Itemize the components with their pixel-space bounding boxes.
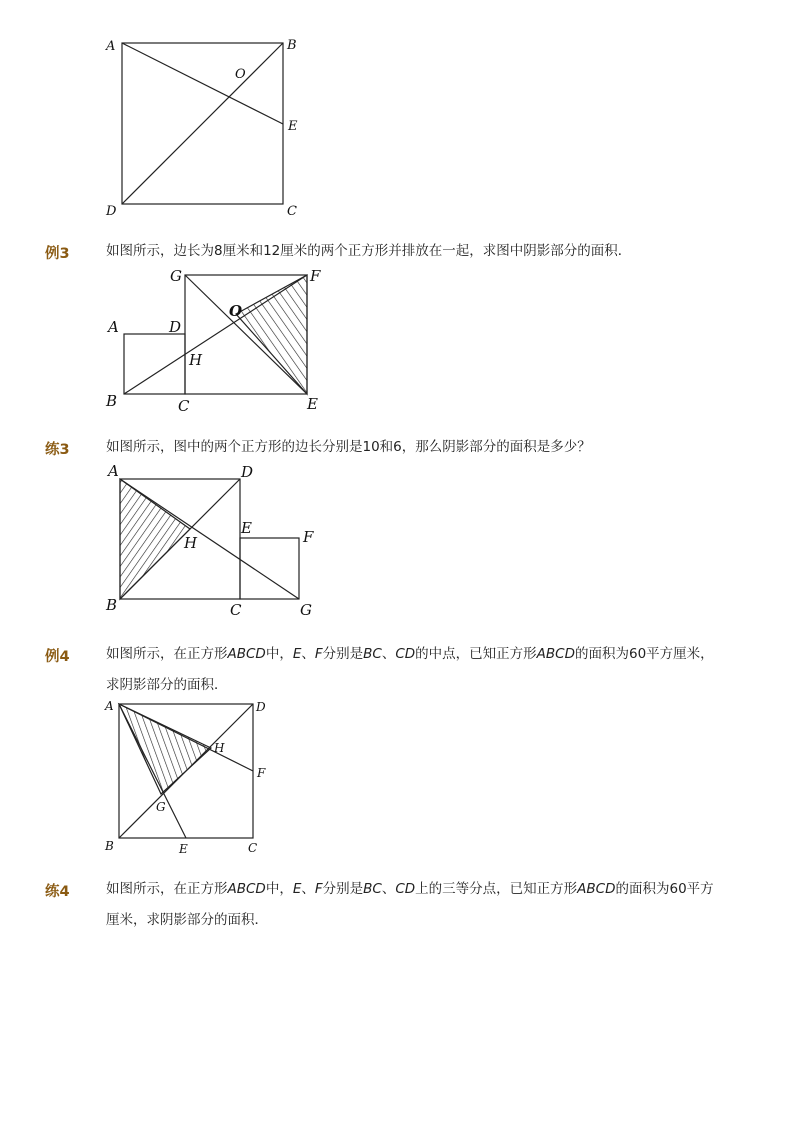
practice-4-text xyxy=(106,874,726,936)
label-c: C xyxy=(178,397,190,415)
text-part: 、 xyxy=(301,646,315,662)
text-part: 如图所示，在正方形 xyxy=(106,881,228,897)
label-d: D xyxy=(241,463,254,481)
figure-example-3 xyxy=(0,260,800,420)
text-part: BC xyxy=(363,646,382,662)
label-b: B xyxy=(105,839,114,853)
label-b: B xyxy=(106,392,118,410)
label-c: C xyxy=(287,204,297,219)
text-part: 、 xyxy=(301,881,315,897)
practice-3-text: 如图所示，图中的两个正方形的边长分别是10和6，那么阴影部分的面积是多少？ xyxy=(106,439,591,455)
text-part: ABCD xyxy=(227,881,266,897)
diagonal-db xyxy=(122,43,283,204)
label-o: O xyxy=(229,302,243,320)
text-part: ABCD xyxy=(577,881,616,897)
text-part: 上的三等分点，已知正方形 xyxy=(415,881,578,897)
text-part: 的中点，已知正方形 xyxy=(415,646,537,662)
segment-ae xyxy=(122,43,283,124)
practice-3-tag: 练3 xyxy=(45,442,70,458)
figure-example-4 xyxy=(0,695,800,865)
figure-square-abcd-aoe xyxy=(0,0,800,230)
label-e: E xyxy=(179,842,188,856)
label-b: B xyxy=(106,596,118,614)
text-part: 如图所示，在正方形 xyxy=(106,646,228,662)
text-part: 、 xyxy=(381,646,396,662)
label-d: D xyxy=(256,700,266,714)
text-part: ABCD xyxy=(227,646,266,662)
label-c: C xyxy=(248,841,258,855)
label-d: D xyxy=(169,318,182,336)
label-a: A xyxy=(108,462,119,480)
text-part: CD xyxy=(395,881,416,897)
label-b: B xyxy=(287,38,297,53)
label-e: E xyxy=(241,519,252,537)
small-square-abcd xyxy=(124,334,185,394)
practice-4-tag: 练4 xyxy=(45,884,70,900)
text-part: 中， xyxy=(265,646,293,662)
label-e: E xyxy=(307,395,318,413)
text-part: ABCD xyxy=(536,646,575,662)
text-part: E xyxy=(292,881,302,897)
text-part: 分别是 xyxy=(322,646,364,662)
text-part: F xyxy=(314,881,323,897)
label-g: G xyxy=(156,800,166,814)
label-e: E xyxy=(288,119,298,134)
label-f: F xyxy=(257,766,266,780)
text-part: 的面积为60平方厘米，求阴影部分的面积． xyxy=(106,881,714,928)
small-square-ecgf xyxy=(240,538,299,599)
example-3-tag: 例3 xyxy=(45,246,70,262)
label-c: C xyxy=(230,601,242,619)
label-a: A xyxy=(106,39,116,54)
label-a: A xyxy=(105,699,114,713)
shaded-triangle-agh xyxy=(119,704,211,794)
label-f: F xyxy=(303,528,314,546)
label-g: G xyxy=(300,601,312,619)
text-part: CD xyxy=(395,646,416,662)
text-part: 分别是 xyxy=(322,881,364,897)
label-h: H xyxy=(189,351,203,369)
text-part: 的面积为60平方厘米，求阴影部分的面积． xyxy=(106,646,714,693)
label-d: D xyxy=(106,204,117,219)
label-a: A xyxy=(108,318,119,336)
example-4-text xyxy=(106,639,726,701)
example-3-text: 如图所示，边长为8厘米和12厘米的两个正方形并排放在一起，求图中阴影部分的面积． xyxy=(106,243,632,259)
text-part: BC xyxy=(363,881,382,897)
text-part: 、 xyxy=(381,881,396,897)
label-h: H xyxy=(184,534,198,552)
label-o: O xyxy=(235,67,246,82)
text-part: E xyxy=(292,646,302,662)
example-4-tag: 例4 xyxy=(45,649,70,665)
text-part: 中， xyxy=(265,881,293,897)
figure-practice-3 xyxy=(0,455,800,625)
label-h: H xyxy=(214,741,225,755)
label-f: F xyxy=(310,267,321,285)
label-g: G xyxy=(170,267,182,285)
text-part: F xyxy=(314,646,323,662)
